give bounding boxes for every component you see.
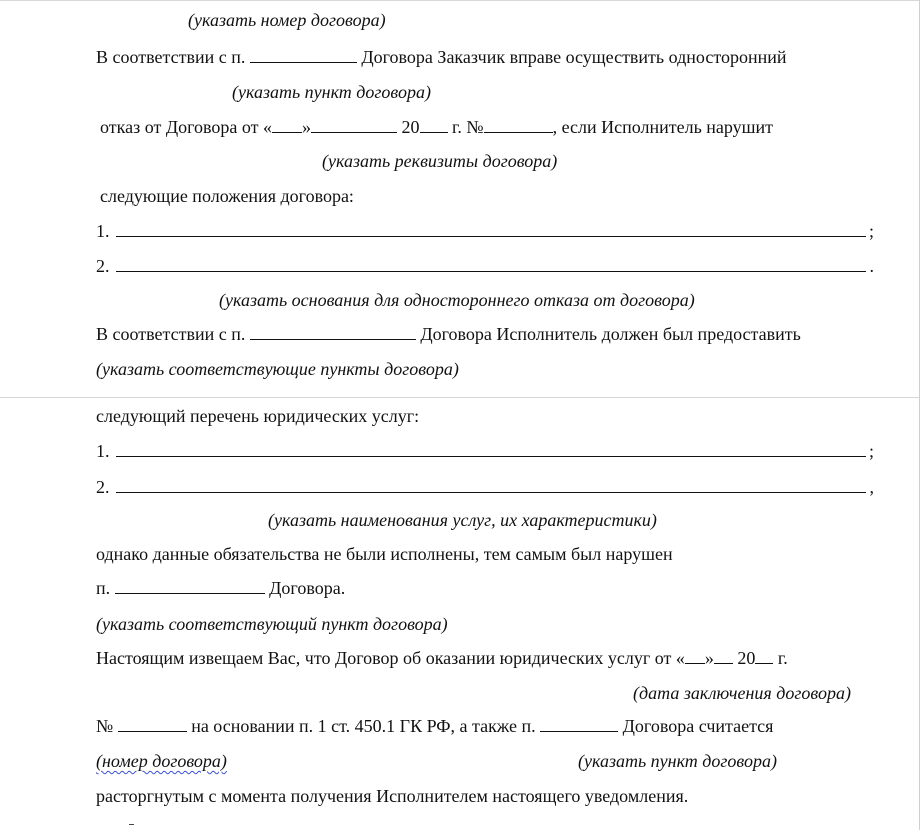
text-segment: на основании п. 1 ст. 450.1 ГК РФ, а также п. [186,716,541,736]
contract-number-hint-bottom [96,750,227,772]
service-list-item [96,440,876,462]
contract-details-hint: (указать реквизиты договора) [322,151,558,171]
services-description-hint: (указать наименования услуг, их характеристики) [268,510,657,530]
text-segment: Договора Исполнитель должен был предоставить [415,324,801,344]
blank-field-provision-1[interactable] [116,236,866,237]
text-segment: 20 [732,648,756,668]
text-segment: Договора считается [618,716,774,736]
relevant-clauses-hint: (указать соответствующие пункты договора) [96,359,459,379]
blank-field-month[interactable] [311,116,397,133]
blank-field-month[interactable] [714,647,733,664]
blank-field-contract-number[interactable] [484,116,553,133]
blank-field-day[interactable] [272,116,302,133]
list-punctuation: , [869,477,874,497]
blank-field-contract-number[interactable] [118,715,187,732]
text-segment: п. [96,578,115,598]
blank-field-year[interactable] [420,116,448,133]
text-segment: № [96,716,118,736]
list-number: 2. [96,256,110,276]
cursor-mark [129,824,134,825]
blank-field-contract-clauses[interactable] [250,323,416,340]
blank-field-service-2[interactable] [116,492,866,493]
text-segment: Договора. [264,578,346,598]
blank-field-provision-2[interactable] [116,271,866,272]
blank-field-service-1[interactable] [116,456,866,457]
text-segment: Договора Заказчик вправе осуществить односторонний [356,47,787,67]
paragraph-line-2 [96,46,787,68]
text-segment: , если Исполнитель нарушит [552,117,774,137]
provisions-intro: следующие положения договора: [100,186,354,206]
text-segment: В соответствии с п. [96,324,250,344]
provision-list-item [96,220,876,242]
blank-field-day[interactable] [685,647,705,664]
service-list-item [96,476,876,498]
contract-date-hint: (дата заключения договора) [633,683,851,703]
text-segment: отказ от Договора от « [100,117,273,137]
termination-grounds-hint: (указать основания для одностороннего отказа от договора) [219,290,695,310]
obligations-text: однако данные обязательства не были исполнены, тем самым был нарушен [96,544,673,564]
provision-list-item [96,255,876,277]
list-punctuation: ; [868,441,874,461]
list-number: 1. [96,221,110,241]
contract-clause-hint: (указать пункт договора) [232,82,431,102]
text-segment: г. [773,648,788,668]
paragraph-line-4 [100,116,773,138]
services-intro: следующий перечень юридических услуг: [96,406,420,426]
text-segment: В соответствии с п. [96,47,250,67]
text-segment: » [704,648,714,668]
list-number: 2. [96,477,110,497]
blank-field-year[interactable] [755,647,773,664]
contract-clause-hint-bottom: (указать пункт договора) [578,751,777,771]
text-segment: Настоящим извещаем Вас, что Договор об оказании юридических услуг от « [96,648,685,668]
paragraph-line-21 [96,715,773,737]
list-punctuation: . [869,256,874,276]
text-segment: » [302,117,312,137]
list-punctuation: ; [868,221,874,241]
paragraph-line-17 [96,577,345,599]
blank-field-violated-clause[interactable] [115,577,265,594]
paragraph-line-19 [96,647,788,669]
list-number: 1. [96,441,110,461]
page-break [0,397,920,398]
blank-field-contract-clause[interactable] [250,46,357,63]
contract-number-hint: (указать номер договора) [188,10,386,30]
termination-text: расторгнутым с момента получения Исполнителем настоящего уведомления. [96,786,689,806]
page-top-edge [0,0,920,1]
text-segment: г. № [447,117,484,137]
paragraph-line-10 [96,323,801,345]
wavy-underlined-hint: (номер договора) [96,751,227,771]
relevant-clause-hint: (указать соответствующий пункт договора) [96,614,448,634]
blank-field-contract-clause[interactable] [540,715,618,732]
text-segment: 20 [397,117,420,137]
